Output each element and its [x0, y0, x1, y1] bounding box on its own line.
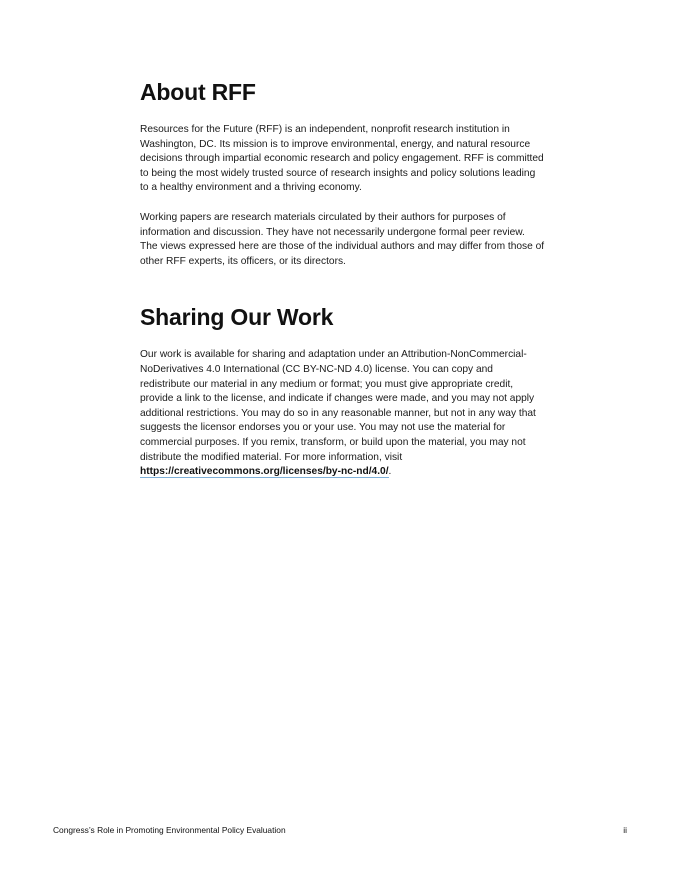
sharing-body-text: Our work is available for sharing and adaptation under an Attribution-NonCommercial-NoDerivatives 4.0 International (CC BY-NC-ND 4.0) license. You can copy and redistribute our material in any medium or format; you must give appropriate credit, provide a link to the license, and indicate if changes were made, and you may not apply additional restrictions. You may do so in any reasonable manner, but not in any way that suggests the licensor endorses you or your use. You may not use the material for commercial purposes. If you remix, transform, or build upon the material, you may not distribute the modified material. For more information, visit: [140, 349, 536, 463]
sharing-heading: Sharing Our Work: [140, 304, 334, 331]
about-paragraph-1: Resources for the Future (RFF) is an independent, nonprofit research institution in Washington, DC. Its mission is to improve environmental, energy, and natural resource decisions through impartial economic research and policy engagement. RFF is committed to being the most widely trusted source of research insights and policy solutions leading to a healthy environment and a thriving economy.: [140, 124, 544, 194]
sharing-section: [140, 303, 545, 479]
about-paragraph-2: Working papers are research materials circulated by their authors for purposes of information and discussion. They have not necessarily undergone formal peer review. The views expressed here are those of the individual authors and may differ from those of other RFF experts, its officers, or its directors.: [140, 211, 545, 267]
footer-title: Congress’s Role in Promoting Environmental Policy Evaluation: [53, 825, 286, 835]
license-link[interactable]: https://creativecommons.org/licenses/by-nc-nd/4.0/: [140, 466, 389, 478]
page-number: ii: [623, 825, 627, 835]
page-content: [140, 78, 545, 480]
about-heading: About RFF: [140, 79, 256, 105]
sharing-paragraph: [140, 348, 545, 479]
sharing-trailing-period: .: [388, 466, 392, 478]
about-section: [140, 78, 545, 269]
